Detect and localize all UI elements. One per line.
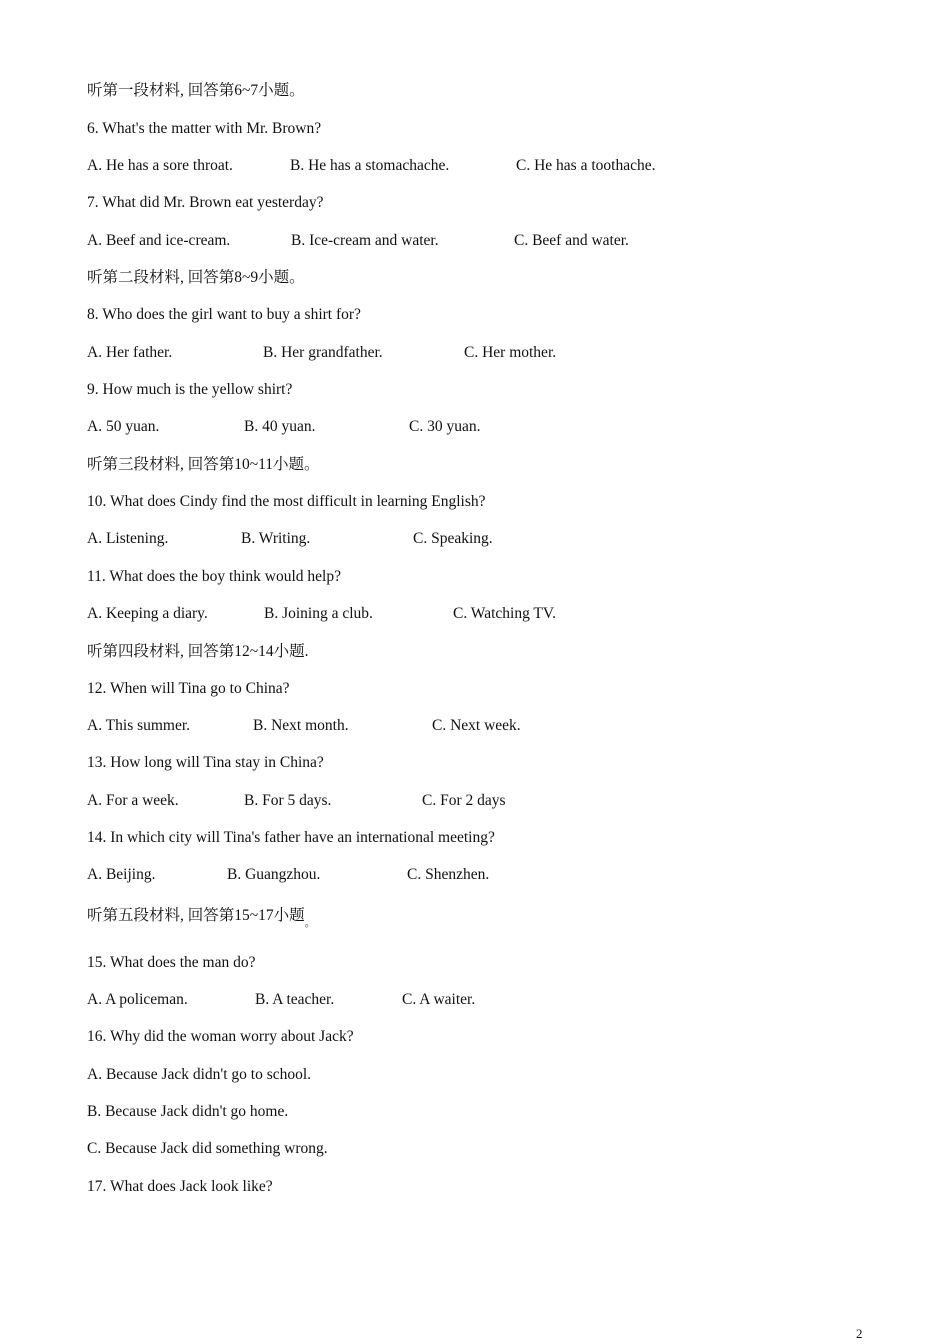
question-7: 7. What did Mr. Brown eat yesterday? xyxy=(87,194,324,211)
q8-option-b: B. Her grandfather. xyxy=(263,344,383,361)
q10-option-b: B. Writing. xyxy=(241,530,311,547)
q9-option-b: B. 40 yuan. xyxy=(244,418,316,435)
q8-option-a: A. Her father. xyxy=(87,344,173,361)
q10-option-c: C. Speaking. xyxy=(413,530,493,547)
q12-option-b: B. Next month. xyxy=(253,717,349,734)
section-heading-4: 听第四段材料, 回答第12~14小题. xyxy=(87,643,309,660)
q7-option-a: A. Beef and ice-cream. xyxy=(87,232,231,249)
q16-option-b: B. Because Jack didn't go home. xyxy=(87,1103,289,1120)
question-15: 15. What does the man do? xyxy=(87,954,256,971)
q7-option-b: B. Ice-cream and water. xyxy=(291,232,439,249)
question-16: 16. Why did the woman worry about Jack? xyxy=(87,1028,354,1045)
question-14: 14. In which city will Tina's father have an international meeting? xyxy=(87,829,495,846)
q15-option-c: C. A waiter. xyxy=(402,991,476,1008)
q11-option-b: B. Joining a club. xyxy=(264,605,373,622)
q14-option-c: C. Shenzhen. xyxy=(407,866,490,883)
question-9: 9. How much is the yellow shirt? xyxy=(87,381,293,398)
section-heading-5 xyxy=(87,906,316,927)
q15-option-a: A. A policeman. xyxy=(87,991,188,1008)
q12-option-a: A. This summer. xyxy=(87,717,191,734)
question-12: 12. When will Tina go to China? xyxy=(87,680,290,697)
q10-option-a: A. Listening. xyxy=(87,530,169,547)
q6-option-b: B. He has a stomachache. xyxy=(290,157,450,174)
question-17: 17. What does Jack look like? xyxy=(87,1178,273,1195)
q13-option-b: B. For 5 days. xyxy=(244,792,332,809)
q6-option-a: A. He has a sore throat. xyxy=(87,157,233,174)
question-11: 11. What does the boy think would help? xyxy=(87,568,341,585)
q6-option-c: C. He has a toothache. xyxy=(516,157,656,174)
question-13: 13. How long will Tina stay in China? xyxy=(87,754,324,771)
q14-option-b: B. Guangzhou. xyxy=(227,866,321,883)
q8-option-c: C. Her mother. xyxy=(464,344,557,361)
question-8: 8. Who does the girl want to buy a shirt for? xyxy=(87,306,361,323)
section-heading-5-text: 听第五段材料, 回答第15~17小题 xyxy=(87,907,305,924)
section-heading-2: 听第二段材料, 回答第8~9小题。 xyxy=(87,269,305,286)
q13-option-a: A. For a week. xyxy=(87,792,179,809)
q9-option-c: C. 30 yuan. xyxy=(409,418,481,435)
q7-option-c: C. Beef and water. xyxy=(514,232,629,249)
q11-option-c: C. Watching TV. xyxy=(453,605,556,622)
section-heading-5-mark: 。 xyxy=(304,917,316,929)
q16-option-a: A. Because Jack didn't go to school. xyxy=(87,1066,312,1083)
question-6: 6. What's the matter with Mr. Brown? xyxy=(87,120,322,137)
section-heading-1: 听第一段材料, 回答第6~7小题。 xyxy=(87,82,305,99)
q16-option-c: C. Because Jack did something wrong. xyxy=(87,1140,328,1157)
section-heading-3: 听第三段材料, 回答第10~11小题。 xyxy=(87,456,320,473)
q14-option-a: A. Beijing. xyxy=(87,866,156,883)
q13-option-c: C. For 2 days xyxy=(422,792,506,809)
q15-option-b: B. A teacher. xyxy=(255,991,335,1008)
page-number: 2 xyxy=(856,1326,863,1341)
q11-option-a: A. Keeping a diary. xyxy=(87,605,208,622)
q9-option-a: A. 50 yuan. xyxy=(87,418,160,435)
question-10: 10. What does Cindy find the most difficult in learning English? xyxy=(87,493,486,510)
q12-option-c: C. Next week. xyxy=(432,717,521,734)
